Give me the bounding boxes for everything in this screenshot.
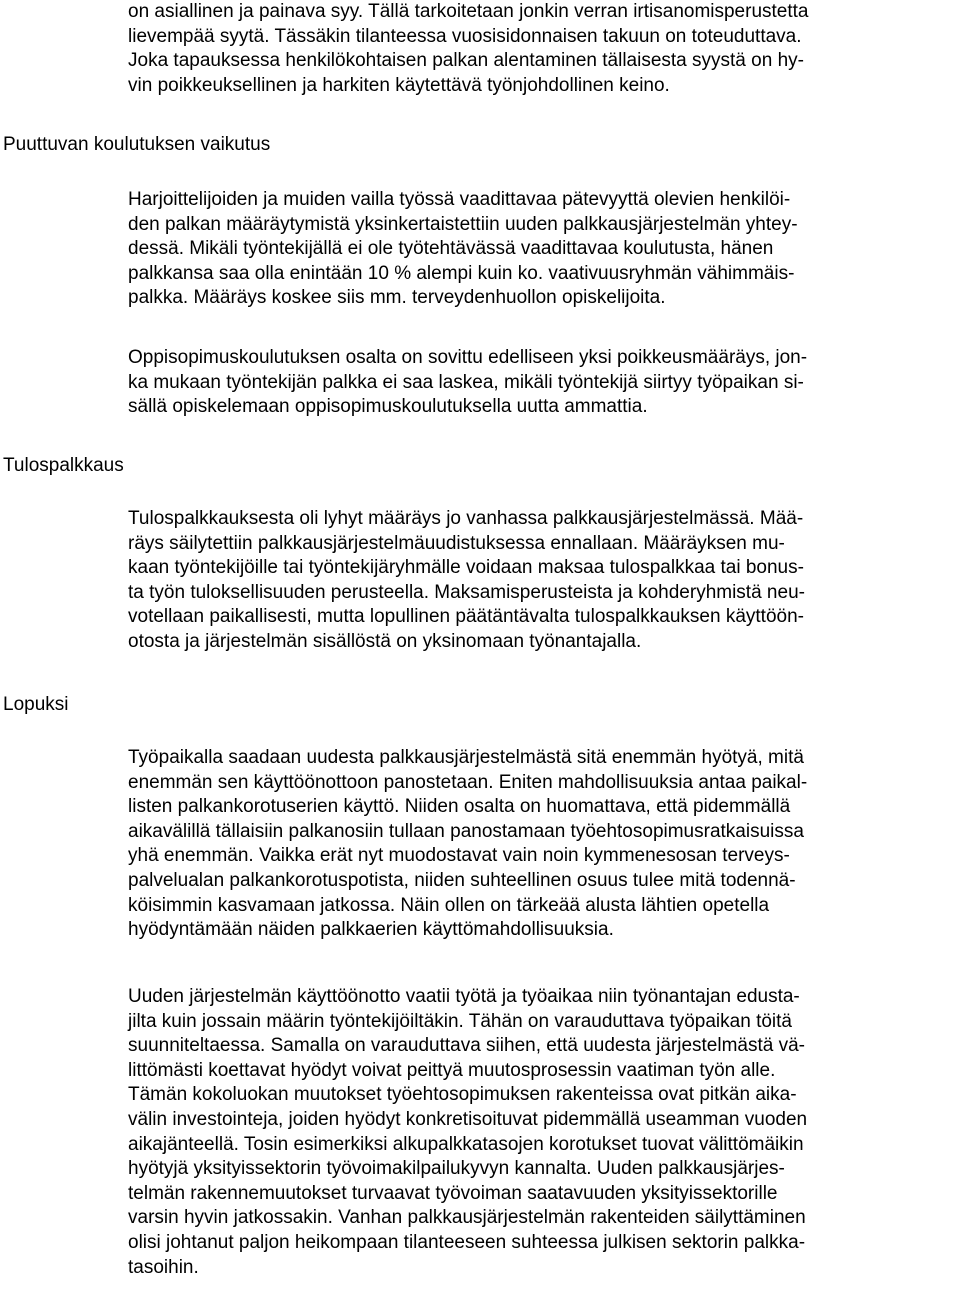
- text-line: ta työn tuloksellisuuden perusteella. Maksamisperusteista ja kohderyhmistä neu-: [128, 581, 805, 603]
- text-line: ka mukaan työntekijän palkka ei saa laskea, mikäli työntekijä siirtyy työpaikan si-: [128, 371, 804, 393]
- text-line: on asiallinen ja painava syy. Tällä tarkoitetaan jonkin verran irtisanomisperustetta: [128, 1, 809, 22]
- paragraph-lopuksi-1: [128, 746, 958, 943]
- section-heading-puuttuva-koulutus: Puuttuvan koulutuksen vaikutus: [3, 134, 271, 155]
- text-line: Joka tapauksessa henkilökohtaisen palkan alentaminen tällaisesta syystä on hy-: [128, 50, 804, 72]
- text-line: littömästi koettavat hyödyt voivat peittyä muutosprosessin vaatiman työn alle.: [128, 1059, 776, 1081]
- text-line: palkka. Määräys koskee siis mm. terveydenhuollon opiskelijoita.: [128, 287, 666, 309]
- text-line: tasoihin.: [128, 1256, 199, 1278]
- text-line: aikajänteellä. Tosin esimerkiksi alkupalkkatasojen korotukset tuovat välittömäikin: [128, 1133, 804, 1155]
- paragraph-intro-continuation: [128, 0, 958, 98]
- text-line: köisimmin kasvamaan jatkossa. Näin ollen on tärkeää alusta lähtien opetella: [128, 894, 770, 916]
- text-line: Uuden järjestelmän käyttöönotto vaatii työtä ja työaikaa niin työnantajan edusta-: [128, 986, 800, 1007]
- paragraph-harjoittelijat: [128, 188, 958, 311]
- text-line: palvelualan palkankorotuspotista, niiden suhteellinen osuus tulee mitä todennä-: [128, 869, 796, 891]
- text-line: välin investointeja, joiden hyödyt konkretisoituvat pidemmällä useamman vuoden: [128, 1108, 808, 1130]
- text-line: lievempää syytä. Tässäkin tilanteessa vuosisidonnaisen takuun on toteuduttava.: [128, 25, 802, 47]
- text-line: Tämän kokoluokan muutokset työehtosopimuksen rakenteissa ovat pitkän aika-: [128, 1084, 797, 1106]
- text-line: aikavälillä tällaisiin palkanosiin tullaan panostamaan työehtosopimusratkaisuissa: [128, 820, 804, 842]
- text-line: otosta ja järjestelmän sisällöstä on yksinomaan työnantajalla.: [128, 630, 642, 652]
- paragraph-oppisopimus: [128, 346, 958, 420]
- text-line: kaan työntekijöille tai työntekijäryhmälle voidaan maksaa tulospalkkaa tai bonus-: [128, 557, 804, 579]
- text-line: räys säilytettiin palkkausjärjestelmäuudistuksessa ennallaan. Määräyksen mu-: [128, 532, 785, 554]
- text-line: den palkan määräytymistä yksinkertaistettiin uuden palkkausjärjestelmän yhtey-: [128, 213, 798, 235]
- section-heading-tulospalkkaus: Tulospalkkaus: [3, 455, 124, 476]
- text-line: hyödyntämään näiden palkkaerien käyttömahdollisuuksia.: [128, 919, 614, 941]
- text-line: yhä enemmän. Vaikka erät nyt muodostavat vain noin kymmenesosan terveys-: [128, 845, 790, 867]
- text-line: Harjoittelijoiden ja muiden vailla työssä vaadittavaa pätevyyttä olevien henkilöi-: [128, 189, 791, 210]
- text-line: suunniteltaessa. Samalla on varauduttava siihen, että uudesta järjestelmästä vä-: [128, 1035, 806, 1057]
- text-line: Tulospalkkauksesta oli lyhyt määräys jo vanhassa palkkausjärjestelmässä. Mää-: [128, 508, 804, 529]
- text-line: telmän rakennemuutokset turvaavat työvoiman saatavuuden yksityissektorille: [128, 1182, 778, 1204]
- text-line: palkkansa saa olla enintään 10 % alempi kuin ko. vaativuusryhmän vähimmäis-: [128, 262, 795, 284]
- text-line: Työpaikalla saadaan uudesta palkkausjärjestelmästä sitä enemmän hyötyä, mitä: [128, 747, 804, 768]
- paragraph-lopuksi-2: [128, 985, 958, 1280]
- text-line: Oppisopimuskoulutuksen osalta on sovittu edelliseen yksi poikkeusmääräys, jon-: [128, 347, 808, 368]
- text-line: varsin hyvin jatkossakin. Vanhan palkkausjärjestelmän rakenteiden säilyttäminen: [128, 1207, 806, 1229]
- text-line: votellaan paikallisesti, mutta lopullinen päätäntävalta tulospalkkauksen käyttöön-: [128, 606, 804, 628]
- text-line: vin poikkeuksellinen ja harkiten käytettävä työnjohdollinen keino.: [128, 74, 670, 96]
- section-heading-lopuksi: Lopuksi: [3, 694, 69, 715]
- paragraph-tulospalkkaus: [128, 507, 958, 655]
- text-line: hyötyjä yksityissektorin työvoimakilpailukyvyn kannalta. Uuden palkkausjärjes-: [128, 1158, 785, 1180]
- text-line: jilta kuin jossain määrin työntekijöiltäkin. Tähän on varauduttava työpaikan töitä: [128, 1010, 792, 1032]
- text-line: dessä. Mikäli työntekijällä ei ole työtehtävässä vaadittavaa koulutusta, hänen: [128, 238, 774, 260]
- text-line: olisi johtanut paljon heikompaan tilanteeseen suhteessa julkisen sektorin palkka-: [128, 1231, 806, 1253]
- text-line: enemmän sen käyttöönottoon panostetaan. Eniten mahdollisuuksia antaa paikal-: [128, 771, 808, 793]
- text-line: sällä opiskelemaan oppisopimuskoulutuksella uutta ammattia.: [128, 396, 648, 418]
- text-line: listen palkankorotuserien käyttö. Niiden osalta on huomattava, että pidemmällä: [128, 796, 791, 818]
